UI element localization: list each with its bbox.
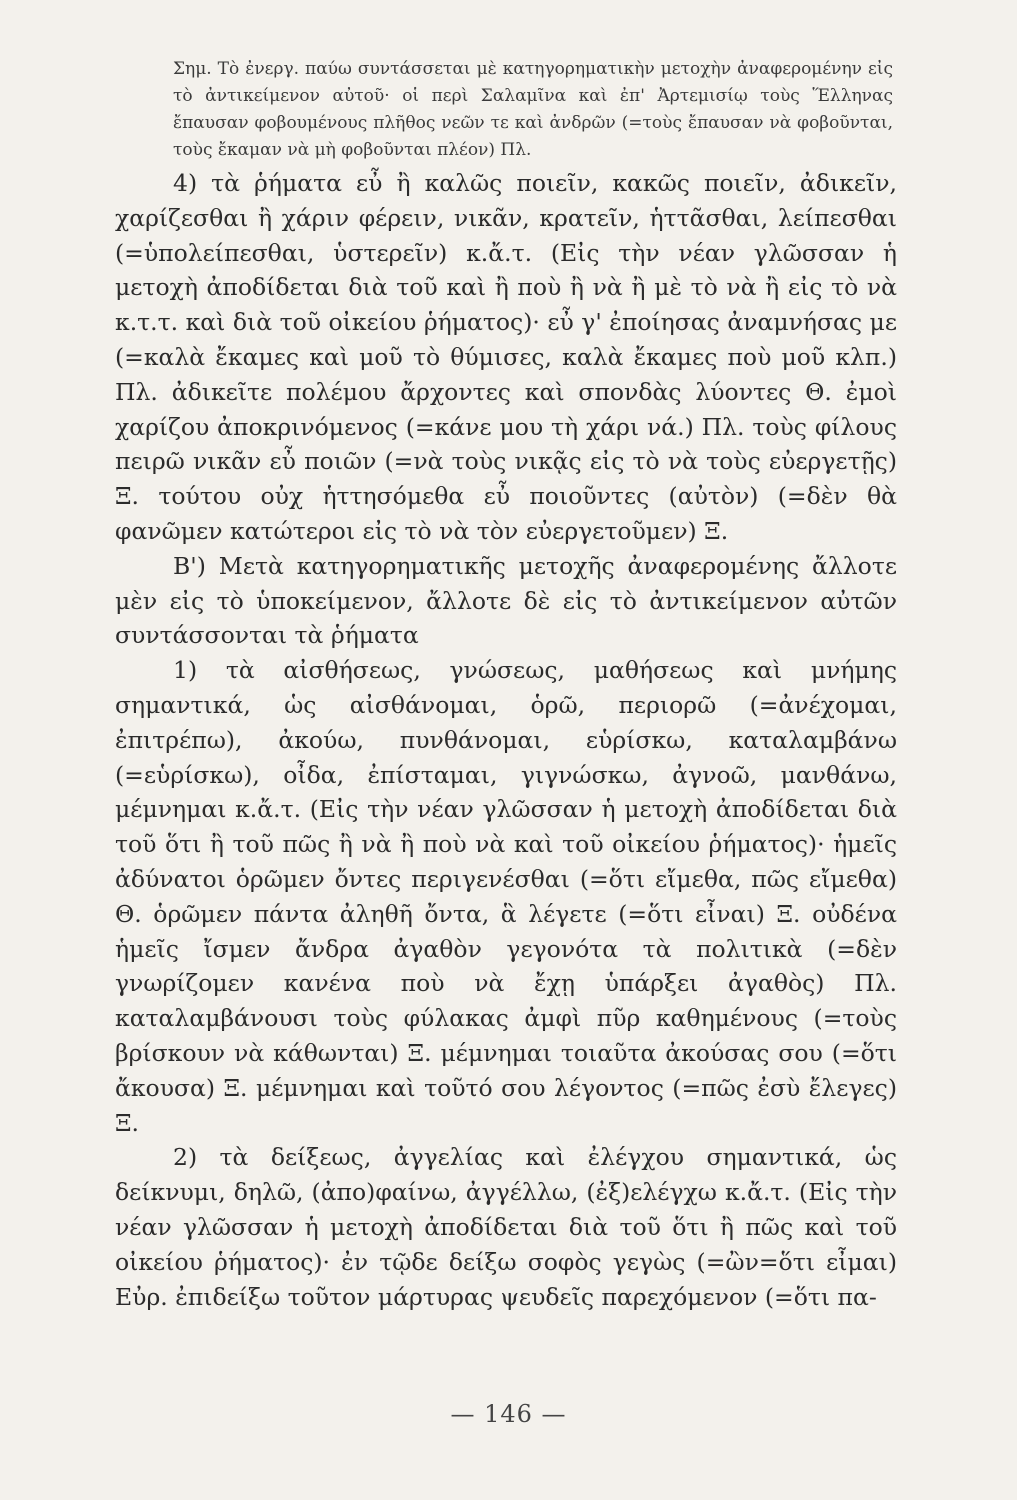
page-number: — 146 —: [450, 1400, 567, 1428]
main-text: [115, 166, 897, 1314]
paragraph-1-perception-verbs: 1) τὰ αἰσθήσεως, γνώσεως, μαθήσεως καὶ μνήμης σημαντικά, ὡς αἰσθάνομαι, ὁρῶ, περιορῶ (=ἀνέχομαι, ἐπιτρέπω), ἀκούω, πυνθάνομαι, εὑρίσκω, καταλαμβάνω (=εὑρίσκω), οἶδα, ἐπίσταμαι, γιγνώσκω, ἀγνοῶ, μανθάνω, μέμνημαι κ.ἄ.τ. (Εἰς τὴν νέαν γλῶσσαν ἡ μετοχὴ ἀποδίδεται διὰ τοῦ ὅτι ἢ τοῦ πῶς ἢ νὰ ἢ ποὺ νὰ καὶ τοῦ οἰκείου ῥήματος)· ἡμεῖς ἀδύνατοι ὁρῶμεν ὄντες περιγενέσθαι (=ὅτι εἴμεθα, πῶς εἴμεθα) Θ. ὁρῶμεν πάντα ἀληθῆ ὄντα, ἃ λέγετε (=ὅτι εἶναι) Ξ. οὐδένα ἡμεῖς ἴσμεν ἄνδρα ἀγαθὸν γεγονότα τὰ πολιτικὰ (=δὲν γνωρίζομεν κανένα ποὺ νὰ ἔχῃ ὑπάρξει ἀγαθὸς) Πλ. καταλαμβάνουσι τοὺς φύλακας ἀμφὶ πῦρ καθημένους (=τοὺς βρίσκουν νὰ κάθωνται) Ξ. μέμνημαι τοιαῦτα ἀκούσας σου (=ὅτι ἄκουσα) Ξ. μέμνημαι καὶ τοῦτό σου λέγοντος (=πῶς ἐσὺ ἔλεγες) Ξ.: [115, 656, 897, 1137]
section-b-heading: Β') Μετὰ κατηγορηματικῆς μετοχῆς ἀναφερομένης ἄλλοτε μὲν εἰς τὸ ὑποκείμενον, ἄλλοτε δὲ εἰς τὸ ἀντικείμενον αὐτῶν συντάσσονται τὰ ῥήματα: [115, 551, 897, 650]
paragraph-2-showing-verbs: 2) τὰ δείξεως, ἀγγελίας καὶ ἐλέγχου σημαντικά, ὡς δείκνυμι, δηλῶ, (ἀπο)φαίνω, ἀγγέλλω, (ἐξ)ελέγχω κ.ἄ.τ. (Εἰς τὴν νέαν γλῶσσαν ἡ μετοχὴ ἀποδίδεται διὰ τοῦ ὅτι ἢ πῶς καὶ τοῦ οἰκείου ῥήματος)· ἐν τῷδε δείξω σοφὸς γεγὼς (=ὢν=ὅτι εἶμαι) Εὐρ. ἐπιδείξω τοῦτον μάρτυρας ψευδεῖς παρεχόμενον (=ὅτι πα-: [115, 1143, 897, 1311]
note-text: Σημ. Τὸ ἐνεργ. παύω συντάσσεται μὲ κατηγορηματικὴν μετοχὴν ἀναφερομένην εἰς τὸ ἀντικείμενον αὐτοῦ· οἱ περὶ Σαλαμῖνα καὶ ἐπ' Ἀρτεμισίῳ τοὺς Ἕλληνας ἔπαυσαν φοβουμένους πλῆθος νεῶν τε καὶ ἀνδρῶν (=τοὺς ἔπαυσαν νὰ φοβοῦνται, τοὺς ἔκαμαν νὰ μὴ φοβοῦνται πλέον) Πλ.: [173, 59, 893, 160]
note-paragraph: [115, 56, 893, 164]
paragraph-4-verbs: 4) τὰ ῥήματα εὖ ἢ καλῶς ποιεῖν, κακῶς ποιεῖν, ἀδικεῖν, χαρίζεσθαι ἢ χάριν φέρειν, νικᾶν, κρατεῖν, ἡττᾶσθαι, λείπεσθαι (=ὑπολείπεσθαι, ὑστερεῖν) κ.ἄ.τ. (Εἰς τὴν νέαν γλῶσσαν ἡ μετοχὴ ἀποδίδεται διὰ τοῦ καὶ ἢ ποὺ ἢ νὰ ἢ μὲ τὸ νὰ ἢ εἰς τὸ νὰ κ.τ.τ. καὶ διὰ τοῦ οἰκείου ῥήματος)· εὖ γ' ἐποίησας ἀναμνήσας με (=καλὰ ἔκαμες καὶ μοῦ τὸ θύμισες, καλὰ ἔκαμες ποὺ μοῦ κλπ.) Πλ. ἀδικεῖτε πολέμου ἄρχοντες καὶ σπονδὰς λύοντες Θ. ἐμοὶ χαρίζου ἀποκρινόμενος (=κάνε μου τὴ χάρι νά.) Πλ. τοὺς φίλους πειρῶ νικᾶν εὖ ποιῶν (=νὰ τοὺς νικᾷς εἰς τὸ νὰ τοὺς εὐεργετῇς) Ξ. τούτου οὐχ ἡττησόμεθα εὖ ποιοῦντες (αὐτὸν) (=δὲν θὰ φανῶμεν κατώτεροι εἰς τὸ νὰ τὸν εὐεργετοῦμεν) Ξ.: [115, 169, 897, 545]
